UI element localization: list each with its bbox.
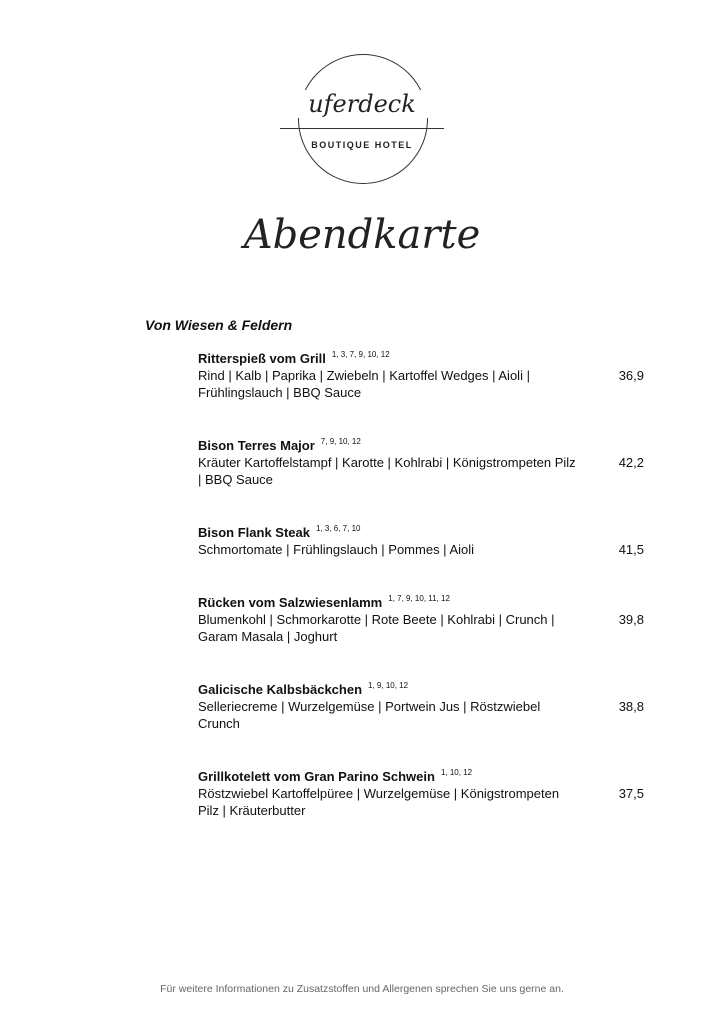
item-description: Rind | Kalb | Paprika | Zwiebeln | Kartoffel Wedges | Aioli | Frühlingslauch | BBQ Sauce — [198, 368, 530, 400]
logo-divider — [280, 128, 444, 129]
item-allergens: 1, 10, 12 — [440, 768, 473, 777]
item-price: 36,9 — [618, 368, 644, 383]
item-name: Rücken vom Salzwiesenlamm — [198, 595, 383, 610]
menu-item-grillkotelett — [198, 768, 648, 819]
logo-circle — [298, 54, 428, 184]
menu-item-salzwiesenlamm — [198, 594, 648, 645]
item-description: Schmortomate | Frühlingslauch | Pommes | Aioli — [198, 542, 475, 557]
item-name: Bison Terres Major — [198, 438, 315, 453]
item-price: 39,8 — [618, 612, 644, 627]
logo-name: uferdeck — [278, 90, 446, 118]
menu-item-bison-terres-major — [198, 437, 648, 488]
section-heading: Von Wiesen & Feldern — [145, 317, 293, 333]
item-allergens: 1, 3, 7, 9, 10, 12 — [331, 350, 390, 359]
menu-item-bison-flank-steak — [198, 524, 648, 558]
item-name: Bison Flank Steak — [198, 525, 310, 540]
item-allergens: 1, 7, 9, 10, 11, 12 — [388, 594, 450, 603]
item-description: Blumenkohl | Schmorkarotte | Rote Beete | Kohlrabi | Crunch | Garam Masala | Joghurt — [198, 612, 555, 644]
item-allergens: 1, 3, 6, 7, 10 — [315, 524, 361, 533]
item-price: 38,8 — [618, 699, 644, 714]
menu-item-ritterspiess — [198, 350, 648, 401]
hotel-logo — [278, 54, 446, 188]
item-name: Grillkotelett vom Gran Parino Schwein — [198, 769, 435, 784]
item-allergens: 1, 9, 10, 12 — [368, 681, 409, 690]
item-description: Selleriecreme | Wurzelgemüse | Portwein Jus | Röstzwiebel Crunch — [198, 699, 541, 731]
item-name: Galicische Kalbsbäckchen — [198, 682, 363, 697]
item-price: 42,2 — [618, 455, 644, 470]
menu-item-kalbsbaeckchen — [198, 681, 648, 732]
item-price: 41,5 — [618, 542, 644, 557]
item-allergens: 7, 9, 10, 12 — [320, 437, 361, 446]
item-description: Röstzwiebel Kartoffelpüree | Wurzelgemüse | Königstrompeten Pilz | Kräuterbutter — [198, 786, 560, 818]
item-description: Kräuter Kartoffelstampf | Karotte | Kohlrabi | Königstrompeten Pilz | BBQ Sauce — [198, 455, 576, 487]
item-price: 37,5 — [618, 786, 644, 801]
item-name: Ritterspieß vom Grill — [198, 351, 326, 366]
footer-note: Für weitere Informationen zu Zusatzstoffen und Allergenen sprechen Sie uns gerne an. — [160, 983, 564, 995]
page-title: Abendkarte — [243, 212, 481, 258]
logo-subtitle: BOUTIQUE HOTEL — [311, 140, 413, 150]
